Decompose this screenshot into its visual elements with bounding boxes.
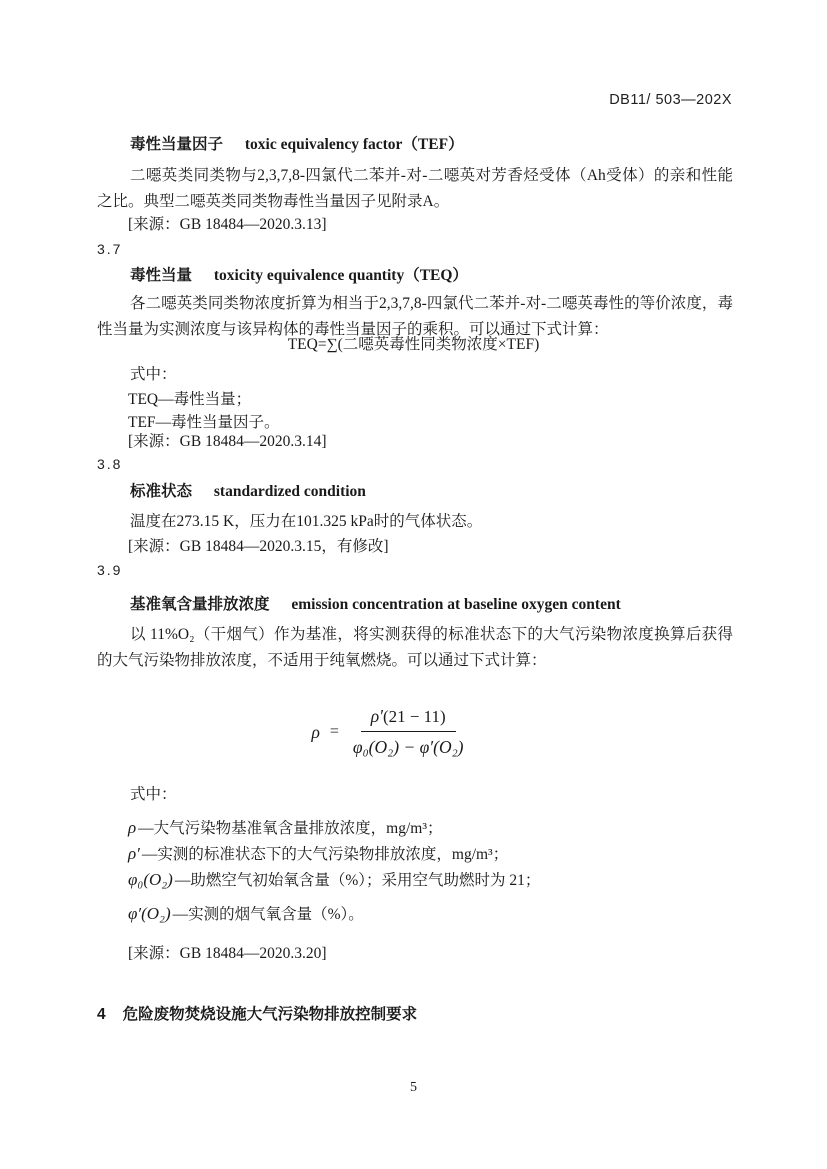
formula-teq: TEQ=∑(二噁英毒性同类物浓度×TEF) xyxy=(287,336,540,353)
formula-lhs-rho: ρ xyxy=(311,721,320,742)
definition-phi0-text: —助燃空气初始氧含量（%）；采用空气助燃时为 21； xyxy=(174,872,541,889)
where-label-baseline-oxygen: 式中： xyxy=(130,786,177,803)
formula-equals-sign: = xyxy=(329,723,339,740)
source-note-teq: [来源：GB 18484—2020.3.14] xyxy=(128,433,327,450)
term-zh-teq: 毒性当量 xyxy=(130,267,193,284)
section-4-number: 4 xyxy=(97,1006,107,1023)
definition-rho-prime-text: —实测的标准状态下的大气污染物排放浓度，mg/m³； xyxy=(141,846,509,863)
section-4-heading xyxy=(97,1002,417,1024)
definition-phi0 xyxy=(128,868,540,890)
section-4-title: 危险废物焚烧设施大气污染物排放控制要求 xyxy=(122,1006,418,1023)
term-en-standard-condition: standardized condition xyxy=(213,483,366,500)
term-heading-standard-condition xyxy=(130,479,366,501)
symbol-rho: ρ xyxy=(128,818,137,837)
source-note-tef: [来源：GB 18484—2020.3.13] xyxy=(128,216,327,233)
symbol-phi-prime-o2: φ′(O₂) xyxy=(128,904,171,923)
definition-phi-prime-text: —实测的烟气氧含量（%）。 xyxy=(172,906,364,923)
where-label-teq: 式中： xyxy=(130,366,177,383)
formula-denominator: φ₀(O₂) − φ′(O₂) xyxy=(352,737,464,757)
term-zh-baseline-oxygen: 基准氧含量排放浓度 xyxy=(130,596,270,613)
term-heading-teq xyxy=(130,263,468,285)
symbol-phi0-o2: φ₀(O₂) xyxy=(128,870,173,889)
definition-teq: TEQ—毒性当量； xyxy=(128,391,252,408)
paragraph-baseline-oxygen: 以 11%O₂（干烟气）作为基准，将实测获得的标准状态下的大气污染物浓度换算后获得的大气污染物排放浓度，不适用于纯氧燃烧。可以通过下式计算： xyxy=(97,626,733,669)
definition-tef: TEF—毒性当量因子。 xyxy=(128,414,280,431)
section-number-3-9: 3.9 xyxy=(97,562,123,578)
term-en-tef: toxic equivalency factor（TEF） xyxy=(244,136,464,153)
term-zh-tef: 毒性当量因子 xyxy=(130,136,224,153)
definition-rho xyxy=(128,816,443,838)
section-number-3-8: 3.8 xyxy=(97,456,123,472)
definition-rho-text: —大气污染物基准氧含量排放浓度，mg/m³； xyxy=(138,820,443,837)
source-note-standard-condition: [来源：GB 18484—2020.3.15，有修改] xyxy=(128,538,389,555)
definition-rho-prime xyxy=(128,842,508,864)
definition-phi-prime xyxy=(128,902,364,924)
paragraph-standard-condition: 温度在273.15 K，压力在101.325 kPa时的气体状态。 xyxy=(130,513,483,530)
page-number: 5 xyxy=(410,1080,417,1095)
term-zh-standard-condition: 标准状态 xyxy=(130,483,193,500)
paragraph-tef-definition: 二噁英类同类物与2,3,7,8-四氯代二苯并-对-二噁英对芳香烃受体（Ah受体）的亲和性能之比。典型二噁英类同类物毒性当量因子见附录A。 xyxy=(97,167,733,210)
formula-baseline-oxygen xyxy=(0,706,827,758)
term-heading-baseline-oxygen xyxy=(130,592,621,614)
source-note-baseline-oxygen: [来源：GB 18484—2020.3.20] xyxy=(128,945,327,962)
symbol-rho-prime: ρ′ xyxy=(128,844,140,863)
formula-numerator: ρ′(21 − 11) xyxy=(361,706,456,732)
section-number-3-7: 3.7 xyxy=(97,241,123,257)
document-code-header: DB11/ 503—202X xyxy=(609,92,732,108)
term-heading-tef xyxy=(130,132,464,154)
paragraph-teq-definition: 各二噁英类同类物浓度折算为相当于2,3,7,8-四氯代二苯并-对-二噁英毒性的等价浓度，毒性当量为实测浓度与该异构体的毒性当量因子的乘积。可以通过下式计算： xyxy=(97,295,733,338)
formula-fraction xyxy=(349,706,468,758)
term-en-baseline-oxygen: emission concentration at baseline oxygen content xyxy=(291,596,621,613)
term-en-teq: toxicity equivalence quantity（TEQ） xyxy=(213,267,468,284)
